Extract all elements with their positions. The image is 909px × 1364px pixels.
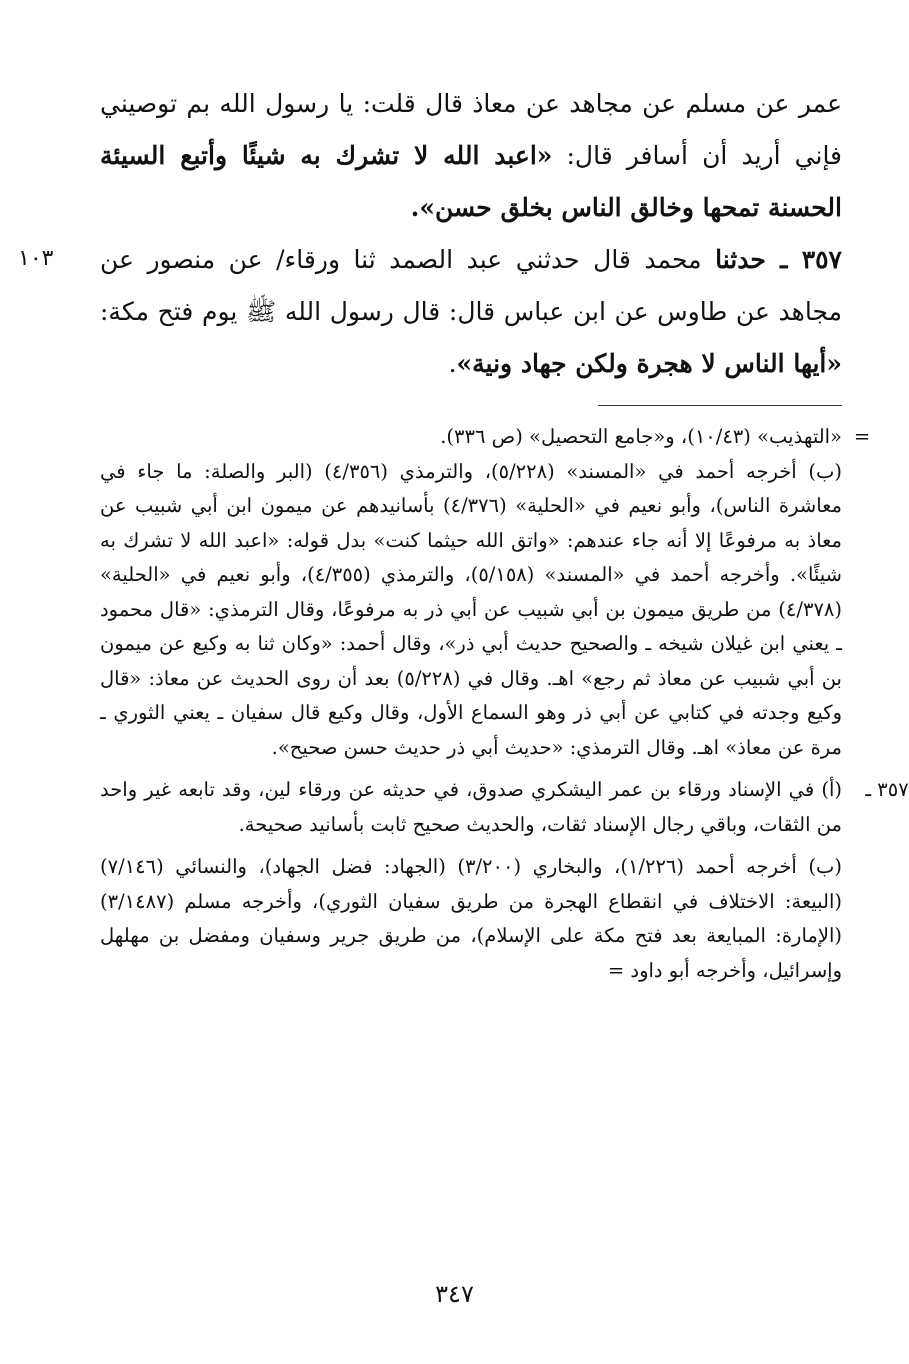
page-number: ٣٤٧ [435,1280,474,1308]
paragraph-hadith-356-end [100,78,842,234]
footnote-357-b [100,850,842,988]
footnote-divider [598,405,842,406]
footnote-continuation [100,420,871,455]
footnote-text: (ب) أخرجه أحمد (١/٢٢٦)، والبخاري (٣/٢٠٠) (الجهاد: فضل الجهاد)، والنسائي (٧/١٤٦) (البيعة: الاختلاف في انقطاع الهجرة من طريق سفيان الثوري)، وأخرجه مسلم (٣/١٤٨٧) (الإمارة: المبايعة بعد فتح مكة على الإسلام)، من طريق جرير وسفيان ومفضل بن مهلهل وإسرائيل، وأخرجه أبو داود = [100,855,842,982]
hadith-quote: «أيها الناس لا هجرة ولكن جهاد ونية» [456,349,842,378]
hadith-quote: «اعبد الله لا تشرك به شيئًا وأتبع السيئة الحسنة تمحها وخالق الناس بخلق حسن». [100,141,842,222]
footnote-number: ٣٥٧ ـ [865,778,909,801]
footnotes [100,420,909,988]
spacer [100,765,842,773]
hadith-number: ٣٥٧ ـ حدثنا [715,245,842,274]
paragraph-hadith-357 [100,234,842,390]
paragraph-text: عمر عن مسلم عن مجاهد عن معاذ قال قلت: يا رسول الله بم توصيني فإني أريد أن أسافر قال: [100,89,843,170]
continuation-marker: = [853,425,871,448]
footnote-357-a [100,773,909,842]
footnote-356-b [100,455,842,766]
paragraph-text: محمد قال حدثني عبد الصمد ثنا ورقاء/ عن منصور عن مجاهد عن طاوس عن ابن عباس قال: قال رسول الله ﷺ يوم فتح مكة: [100,245,842,326]
margin-page-reference: ١٠٣ [18,246,54,271]
paragraph-end: . [448,349,457,378]
footnote-text: (ب) أخرجه أحمد في «المسند» (٥/٢٢٨)، والترمذي (٤/٣٥٦) (البر والصلة: ما جاء في معاشرة الناس)، وأبو نعيم في «الحلية» (٤/٣٧٦) بأسانيدهم عن ميمون ابن أبي شبيب عن معاذ به مرفوعًا إلا أنه جاء عندهم: «واتق الله حيثما كنت» بدل قوله: «اعبد الله لا تشرك به شيئًا». وأخرجه أحمد في «المسند» (٥/١٥٨)، والترمذي (٤/٣٥٥)، وأبو نعيم في «الحلية» (٤/٣٧٨) من طريق ميمون بن أبي شبيب عن أبي ذر به مرفوعًا، وقال الترمذي: «قال محمود ـ يعني ابن غيلان شيخه ـ والصحيح حديث أبي ذر»، وقال أحمد: «وكان ثنا به وكيع عن ميمون بن أبي شبيب عن معاذ ثم رجع» اهـ. وقال في (٥/٢٢٨) بعد أن روى الحديث عن معاذ: «قال وكيع وجدته في كتابي عن أبي ذر وهو السماع الأول، وقال وكيع قال سفيان ـ يعني الثوري ـ مرة عن معاذ» اهـ. وقال الترمذي: «حديث أبي ذر حديث حسن صحيح». [100,459,842,759]
main-text [100,78,842,390]
footnote-text: (أ) في الإسناد ورقاء بن عمر اليشكري صدوق، في حديثه عن ورقاء لين، وقد تابعه غير واحد من الثقات، وباقي رجال الإسناد ثقات، والحديث صحيح ثابت بأسانيد صحيحة. [100,778,842,836]
footnote-text: «التهذيب» (١٠/٤٣)، و«جامع التحصيل» (ص ٣٣٦). [440,425,842,448]
spacer [100,842,842,850]
